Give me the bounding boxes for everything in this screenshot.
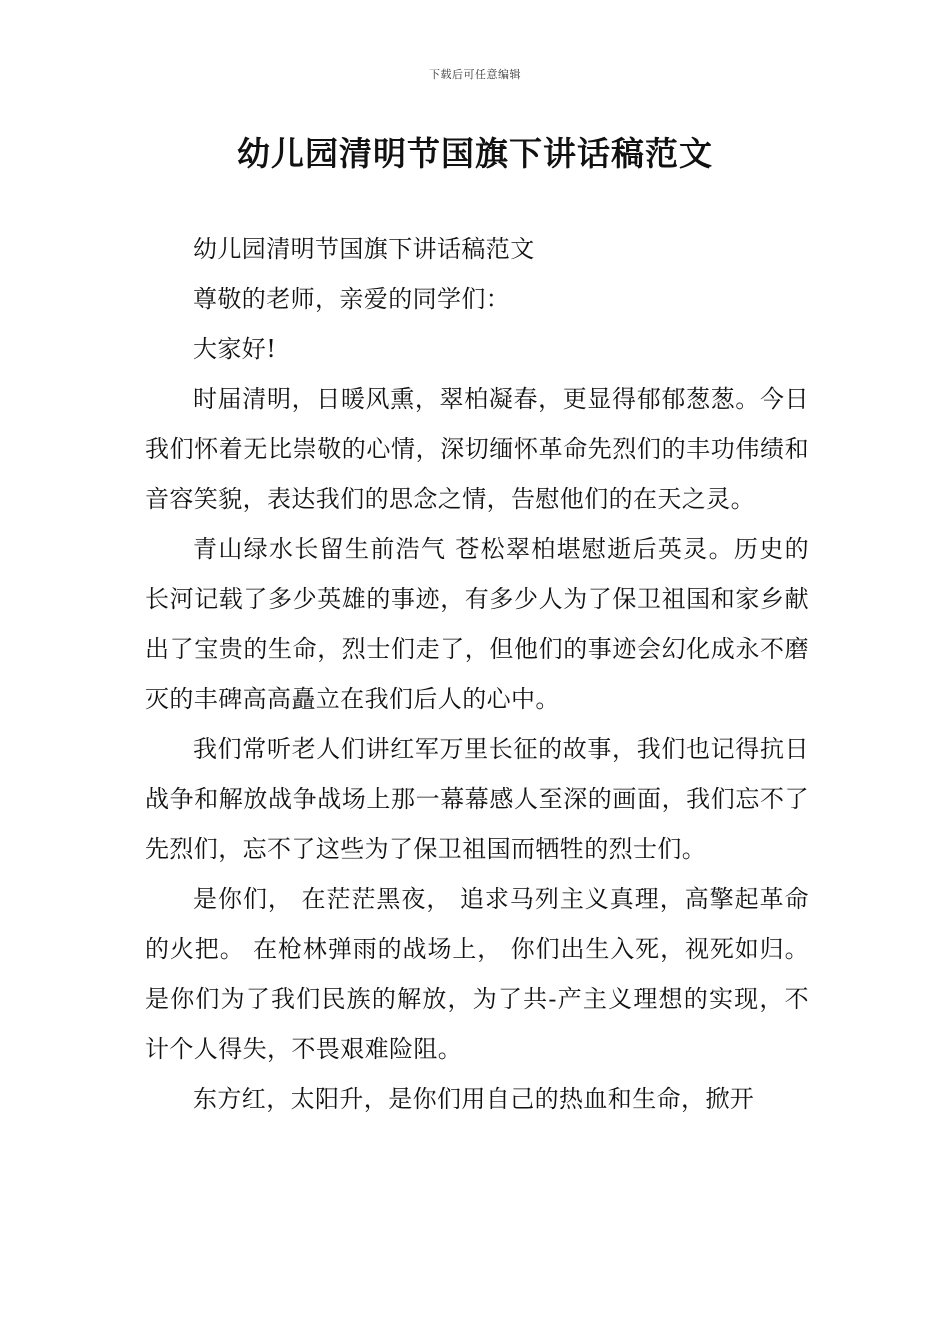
- paragraph: 时届清明，日暖风熏，翠柏凝春，更显得郁郁葱葱。今日我们怀着无比崇敬的心情，深切缅怀革命先烈们的丰功伟绩和音容笑貌，表达我们的思念之情，告慰他们的在天之灵。: [145, 385, 809, 513]
- paragraph-greeting: 尊敬的老师，亲爱的同学们：: [193, 285, 511, 313]
- paragraph: 我们常听老人们讲红军万里长征的故事，我们也记得抗日战争和解放战争战场上那一幕幕感人至深的画面，我们忘不了先烈们，忘不了这些为了保卫祖国而牺牲的烈士们。: [145, 735, 809, 863]
- document-body: [145, 224, 809, 1124]
- paragraph-hello: 大家好!: [193, 335, 277, 363]
- header-note: 下载后可任意编辑: [429, 68, 521, 81]
- paragraph: 是你们， 在茫茫黑夜， 追求马列主义真理，高擎起革命的火把。 在枪林弹雨的战场上， 你们出生入死，视死如归。是你们为了我们民族的解放，为了共-产主义理想的实现，不计个人得失，不畏艰难险阻。: [145, 885, 809, 1063]
- paragraph-subtitle: 幼儿园清明节国旗下讲话稿范文: [193, 235, 535, 263]
- paragraph: 青山绿水长留生前浩气 苍松翠柏堪慰逝后英灵。历史的长河记载了多少英雄的事迹，有多少人为了保卫祖国和家乡献出了宝贵的生命，烈士们走了，但他们的事迹会幻化成永不磨灭的丰碑高高矗立在我们后人的心中。: [145, 535, 809, 713]
- paragraph: 东方红，太阳升，是你们用自己的热血和生命，掀开: [193, 1085, 755, 1113]
- document-title: 幼儿园清明节国旗下讲话稿范文: [237, 134, 713, 173]
